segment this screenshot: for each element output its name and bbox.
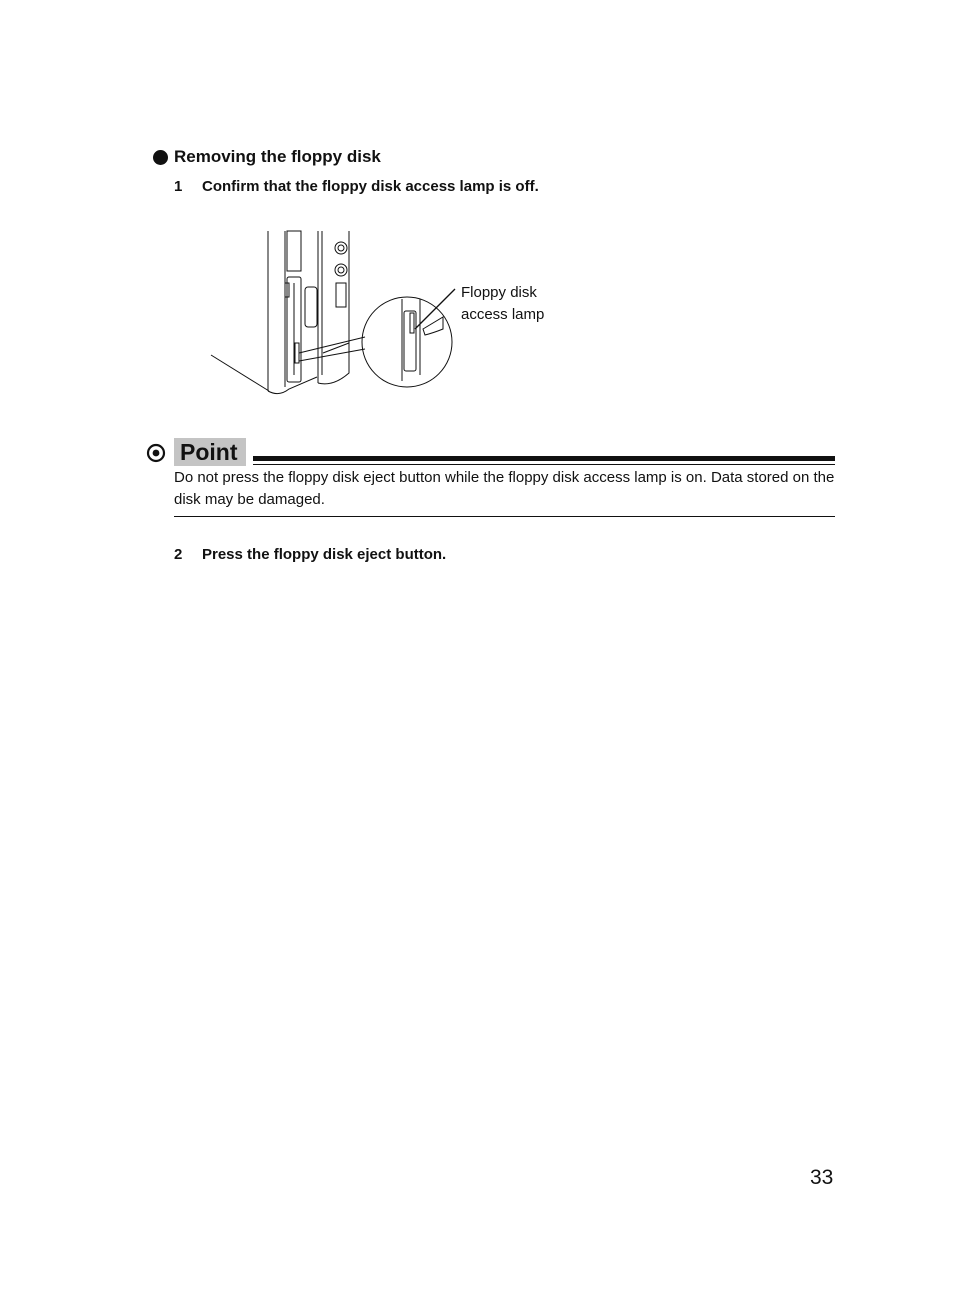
bullet-icon	[153, 150, 168, 165]
step-1-number: 1	[174, 178, 183, 195]
step-2-text: Press the floppy disk eject button.	[202, 546, 447, 563]
callout-label	[461, 282, 544, 326]
point-body-text: Do not press the floppy disk eject button while the floppy disk access lamp is on. Data stored on the disk may be damaged.	[174, 469, 835, 508]
point-rule-thick	[253, 456, 835, 461]
callout-line-2: access lamp	[461, 306, 545, 323]
page-number: 33	[810, 1166, 834, 1189]
floppy-drive-illustration	[205, 225, 465, 400]
point-rule-thin	[253, 464, 835, 465]
step-1-text: Confirm that the floppy disk access lamp is off.	[202, 178, 539, 195]
callout-line-1: Floppy disk	[461, 284, 537, 301]
section-heading: Removing the floppy disk	[174, 147, 381, 166]
step-2-number: 2	[174, 546, 183, 563]
point-label: Point	[174, 438, 246, 466]
target-circle-icon	[146, 443, 166, 463]
point-bottom-rule	[174, 516, 835, 517]
